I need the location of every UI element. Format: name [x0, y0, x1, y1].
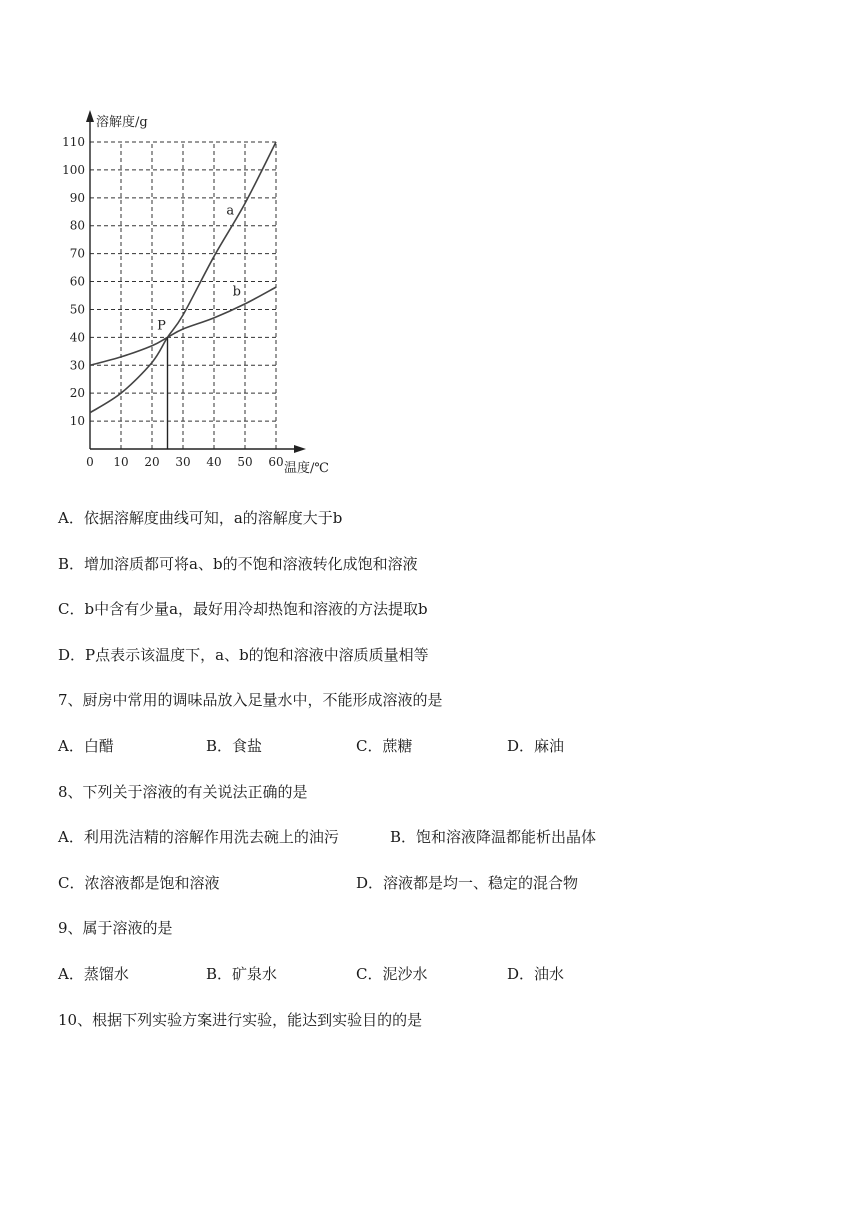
x-tick-label: 60 [268, 455, 284, 469]
q6-option-b: B．增加溶质都可将a、b的不饱和溶液转化成饱和溶液 [58, 555, 418, 573]
x-axis-label: 温度/℃ [284, 461, 329, 476]
y-axis-arrow [86, 110, 94, 122]
x-tick-label: 30 [175, 455, 191, 469]
y-tick-label: 20 [69, 386, 85, 401]
y-tick-label: 30 [69, 358, 85, 373]
q9-option-c: C．泥沙水 [356, 965, 428, 983]
q6-option-d: D．P点表示该温度下，a、b的饱和溶液中溶质质量相等 [58, 646, 429, 664]
q8-option-d: D．溶液都是均一、稳定的混合物 [356, 874, 579, 892]
x-axis-arrow [294, 445, 306, 453]
q9-stem: 9、属于溶液的是 [58, 919, 173, 937]
q7-option-d: D．麻油 [507, 737, 565, 755]
y-tick-label: 50 [69, 302, 85, 317]
series-label-b: b [232, 284, 241, 300]
x-tick-label: 50 [237, 455, 253, 469]
q7-option-b: B．食盐 [206, 737, 263, 755]
point-p-label: P [157, 318, 166, 334]
x-tick-label: 40 [206, 455, 222, 469]
q8-option-b: B．饱和溶液降温都能析出晶体 [390, 828, 597, 846]
y-tick-label: 110 [62, 135, 85, 149]
y-tick-label: 100 [62, 162, 85, 177]
q8-option-a: A．利用洗洁精的溶解作用洗去碗上的油污 [58, 828, 339, 846]
y-tick-label: 90 [69, 190, 85, 205]
solubility-chart [56, 104, 356, 484]
y-tick-label: 80 [69, 218, 85, 233]
q9-option-d: D．油水 [507, 965, 565, 983]
y-tick-label: 10 [69, 414, 85, 429]
x-tick-label: 0 [86, 455, 94, 469]
series-label-a: a [226, 203, 235, 219]
q6-option-a: A．依据溶解度曲线可知，a的溶解度大于b [58, 509, 343, 527]
q7-stem: 7、厨房中常用的调味品放入足量水中，不能形成溶液的是 [58, 691, 443, 709]
q8-option-c: C．浓溶液都是饱和溶液 [58, 874, 220, 892]
x-tick-label: 20 [144, 455, 160, 469]
q10-stem: 10、根据下列实验方案进行实验，能达到实验目的的是 [58, 1011, 423, 1029]
y-tick-label: 60 [69, 274, 85, 289]
q6-option-c: C．b中含有少量a，最好用冷却热饱和溶液的方法提取b [58, 600, 428, 618]
q7-option-a: A．白醋 [58, 737, 114, 755]
q8-stem: 8、下列关于溶液的有关说法正确的是 [58, 783, 308, 801]
q7-option-c: C．蔗糖 [356, 737, 413, 755]
y-tick-label: 70 [69, 246, 85, 261]
q9-option-b: B．矿泉水 [206, 965, 278, 983]
y-axis-label: 溶解度/g [96, 115, 148, 130]
x-tick-label: 10 [113, 455, 129, 469]
q9-option-a: A．蒸馏水 [58, 965, 129, 983]
y-tick-label: 40 [69, 330, 85, 345]
